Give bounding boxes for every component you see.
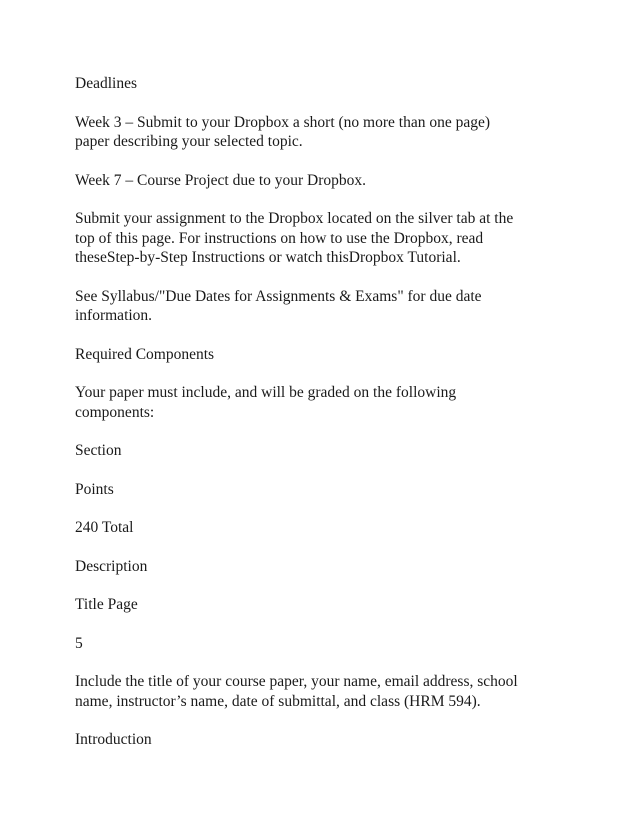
text-line: information. [75,307,153,324]
text-line: Required Components [75,345,215,363]
text-line: Points [75,480,114,498]
label-section [75,441,575,461]
text-line: Section [75,442,122,459]
text-line: name, instructor’s name, date of submittal, and class (HRM 594). [75,692,481,710]
heading-deadlines [75,74,575,94]
section-introduction [75,730,575,750]
points-title-page [75,634,575,654]
paragraph-week-3 [75,113,575,152]
text-line: Deadlines [75,75,137,92]
description-title-page [75,672,575,711]
paragraph-syllabus-note [75,287,575,326]
text-line: Your paper must include, and will be graded on the following [75,384,457,401]
label-total-points [75,518,575,538]
text-line: Include the title of your course paper, your name, email address, school [75,673,518,690]
text-line: theseStep-by-Step Instructions or watch thisDropbox Tutorial. [75,249,461,266]
text-line: paper describing your selected topic. [75,133,303,150]
document-body [75,74,575,769]
label-points [75,480,575,500]
paragraph-submit-instructions [75,209,575,268]
text-line: 5 [75,634,83,652]
text-line: Submit your assignment to the Dropbox located on the silver tab at the [75,210,514,227]
text-line: Week 7 – Course Project due to your Dropbox. [75,171,367,189]
text-line: top of this page. For instructions on how to use the Dropbox, read [75,229,484,247]
text-line: Introduction [75,731,152,748]
heading-required-components [75,345,575,365]
text-line: components: [75,403,155,421]
text-line: Description [75,557,148,575]
text-line: Week 3 – Submit to your Dropbox a short (no more than one page) [75,113,491,131]
text-line: See Syllabus/"Due Dates for Assignments & Exams" for due date [75,287,482,305]
text-line: Title Page [75,596,138,613]
paragraph-grading-intro [75,383,575,422]
text-line: 240 Total [75,519,134,536]
paragraph-week-7 [75,171,575,191]
section-title-page [75,595,575,615]
label-description [75,557,575,577]
